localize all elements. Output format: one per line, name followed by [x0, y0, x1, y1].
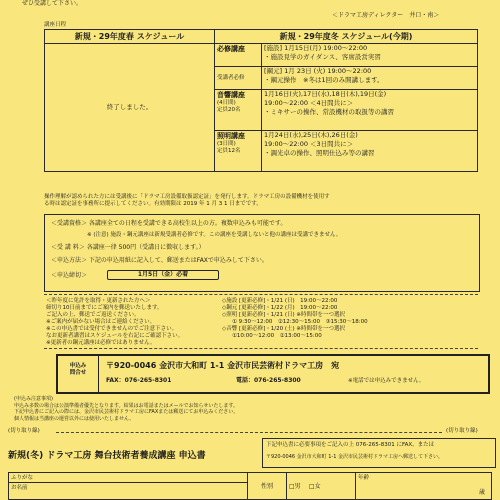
- deadline-value: 1月5日（金）必着: [107, 270, 219, 280]
- cut-line-label-right: (切り取り線): [446, 428, 478, 434]
- spring-status-text: 終了しました。: [106, 103, 153, 111]
- winter-schedule-header: 新規・29年度冬 スケジュール(今期): [215, 30, 478, 44]
- sound-time: 19:00～22:00 ＜4日間共に＞: [264, 99, 354, 107]
- renewal-line-1: 締切り10日前までにご案内を郵送いたします。: [46, 305, 163, 311]
- lighting-days: (3日間): [217, 141, 236, 147]
- deadline-label: ＜申込締切＞: [51, 272, 88, 279]
- mandatory-label: 受講者必修: [217, 74, 245, 81]
- renewal-line-6: ※更新者の鋼元講座は必修ではありません。: [46, 340, 156, 346]
- sex-label: 性別: [260, 482, 273, 490]
- privacy-line-1: 申込み多数の場合は公演準備者優先となります。結果はお電話またはメールでお知らせいたします。: [14, 402, 238, 409]
- certification-note-line2: る時は認定証を事務所に提示してください。有効期限は 2019 年 1 月 3 1 日までです。: [44, 201, 262, 207]
- renewal-lighting-times: ① 9:30～12:00 ②12:30～15:00 ③15:30～18:00: [232, 319, 368, 325]
- lighting-label-cell: [215, 131, 262, 172]
- privacy-notes: [14, 396, 494, 422]
- lighting-desc: ・調光卓の操作、照明仕込み等の講習: [264, 149, 375, 157]
- director-credit: ＜ドラマ工房ディレクター 井口・南＞: [332, 12, 440, 19]
- age-cell[interactable]: [356, 473, 492, 500]
- renewal-divider: [44, 294, 478, 295]
- cut-text: ぜひ受講して下さい。: [22, 0, 83, 7]
- sound-session: [262, 90, 478, 131]
- form-instruction-1: 下記申込書に必要事項をご記入の上 076-265-8301 にFAX、または: [266, 442, 435, 448]
- applicant-table: [8, 472, 492, 500]
- renewal-divider-bottom: [44, 348, 478, 349]
- certification-note-line1: 操作理解が認められた方には受講後に「ドラマ工房設備取扱認定証」を発行します。ドラマ工房の設備機材を使用す: [44, 194, 330, 200]
- requirements-box: [44, 214, 480, 292]
- cut-line-label-left: (切り取り線): [8, 428, 40, 434]
- fee-text: ＜受 講 料＞ 各講座一律 500円（受講日に徴収します。）: [51, 244, 205, 251]
- form-instructions-box: [262, 438, 496, 468]
- sound-desc: ・ミキサーの操作、常設機材の取扱等の講習: [264, 108, 394, 116]
- spring-status-cell: [45, 44, 215, 172]
- renewal-line-5: なお更新者講習はスケジュールを右記にご確認下さい。: [46, 333, 184, 339]
- contact-address: 〒920-0046 金沢市大和町 1-1 金沢市民芸術村ドラマ工房 宛: [106, 361, 340, 370]
- contact-fax: FAX：076-265-8301: [106, 377, 172, 384]
- sound-capacity: 定員20名: [217, 107, 241, 113]
- lighting-session: [262, 131, 478, 172]
- age-label: 年齢: [358, 475, 370, 481]
- renewal-schedule: [222, 298, 486, 340]
- schedule-table: [44, 29, 478, 172]
- sound-dates: 1月16日(火),17日(水),18日(木),19日(金): [264, 90, 387, 98]
- age-unit: 歳: [478, 489, 485, 496]
- name-label: お名前: [11, 485, 28, 491]
- renewal-facility: ◇施設 [更新必修]・1/21 (日) 19:00～22:00: [222, 298, 338, 304]
- contact-label-apply: 申込み: [69, 363, 87, 369]
- male-checkbox[interactable]: □男: [289, 482, 301, 490]
- sex-label-cell: [248, 473, 287, 500]
- renewal-lighting: ◇照明 [更新必修]・1/21 (日) ※時間帯を一つ選択: [222, 312, 346, 318]
- renewal-info: [46, 298, 218, 347]
- rigging-session: [262, 67, 478, 90]
- privacy-line-3: 個人情報は当講座の運営以外には使用いたしません。: [14, 415, 135, 422]
- renewal-rigging: ◇鋼元 [更新必修]・1/22 (月) 19:00～22:00: [222, 305, 338, 311]
- cut-line: [56, 432, 442, 433]
- lighting-capacity: 定員12名: [217, 148, 241, 154]
- sound-label-cell: [215, 90, 262, 131]
- form-title: 新規(冬) ドラマ工房 舞台技術者養成講座 申込書: [8, 451, 206, 461]
- facility-desc: ・施設見学のガイダンス、客席設営実習: [264, 53, 381, 61]
- contact-label-inquiry: 問合せ: [69, 370, 87, 376]
- certification-note: [44, 194, 484, 208]
- renewal-line-4: ※この申込書では受付できませんのでご注意下さい。: [46, 326, 178, 332]
- contact-label-cell: [58, 356, 99, 392]
- sound-days: (4日間): [217, 100, 236, 106]
- lighting-dates: 1月24日(水),25日(木),26日(金): [264, 131, 358, 139]
- lighting-time: 19:00～22:00 ＜3日間共に＞: [264, 140, 354, 148]
- female-checkbox[interactable]: □女: [308, 482, 321, 490]
- course-schedule-label: 講座日程: [44, 22, 67, 28]
- rigging-desc: ・鋼元操作 ※冬は1回のみ開講します。: [264, 76, 384, 84]
- contact-box: [56, 354, 490, 394]
- required-label: 必修講座: [217, 45, 245, 53]
- privacy-title: (申込み注意事項): [14, 396, 53, 402]
- lighting-label: 照明講座: [217, 132, 245, 140]
- furigana-cell[interactable]: [9, 473, 248, 483]
- eligibility-text: ＜受講資格＞ 各講座全ての日程を受講できる高校生以上の方。複数申込みも可能です。: [51, 220, 287, 227]
- contact-tel-note: ※電話では申込みできません。: [348, 378, 425, 384]
- renewal-line-3: ※ご案内が届かない場合はご連絡ください。: [46, 319, 156, 325]
- required-label-cell: [215, 44, 262, 67]
- furigana-label: ふりがな: [11, 475, 34, 481]
- facility-session: [262, 44, 478, 67]
- sex-options-cell: [287, 473, 356, 500]
- spring-schedule-header: 新規・29年度春 スケジュール: [45, 30, 215, 44]
- rigging-date: [鋼元] 1月 23日 (火) 19:00～22:00: [264, 67, 372, 75]
- form-instruction-2: 〒920-0046 金沢市大和町 1-1 金沢市民芸術村ドラマ工房へ郵送して下さい。: [266, 454, 444, 460]
- privacy-line-2: 下記申込書にご記入の際には、金沢市民芸術村ドラマ工房にFAXまたは郵送にてお申込みください。: [14, 409, 239, 415]
- application-method-text: ＜申込方法＞ 下記の申込用紙に記入して、郵送またはFAXで申込みして下さい。: [51, 257, 268, 264]
- eligibility-warning: ※ (注意) 施設・鋼元講座は新規受講者必修です。この講座を受講しないと他の講座は受講できません。: [87, 232, 342, 238]
- name-cell[interactable]: [9, 483, 248, 500]
- mandatory-label-cell: [215, 67, 262, 90]
- renewal-line-2: ご記入の上、郵送でご返送ください。: [46, 312, 140, 318]
- contact-tel: 電話：076-265-8300: [236, 377, 301, 384]
- facility-date: [施設] 1月15日(月) 19:00～22:00: [264, 44, 368, 52]
- sound-label: 音響講座: [217, 91, 245, 99]
- renewal-sound-times: ①10:00～12:00 ②13:00～15:00: [232, 333, 322, 339]
- renewal-sound: ◇音響 [更新必修]・1/20 (土) ※時間帯を一つ選択: [222, 326, 346, 332]
- renewal-heading: ＜昨年度に免許を取得・更新された方へ＞: [46, 298, 151, 304]
